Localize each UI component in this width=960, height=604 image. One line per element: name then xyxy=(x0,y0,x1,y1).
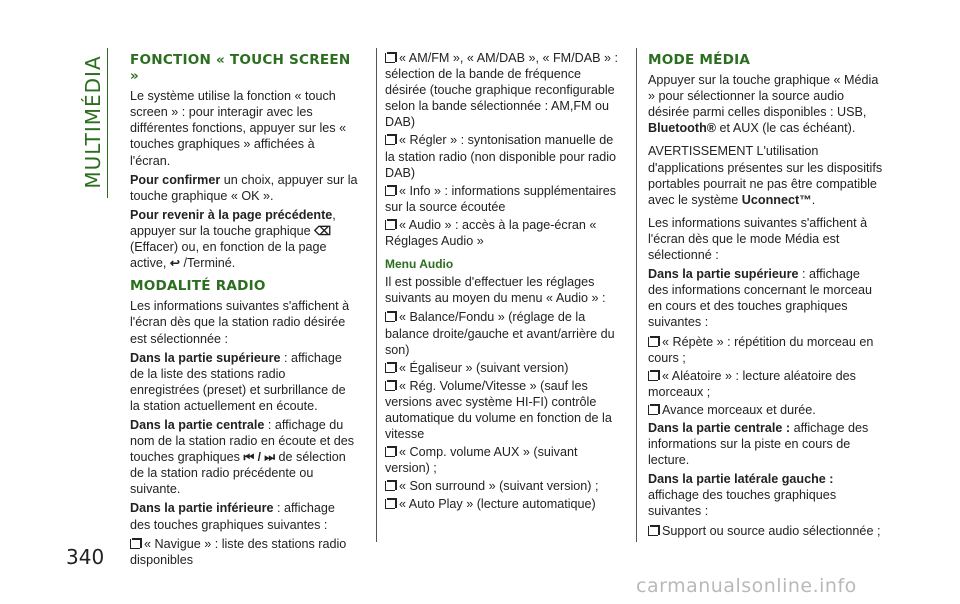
paragraph xyxy=(130,207,358,271)
bullet-icon xyxy=(385,312,395,322)
text: affichage des informations sur la piste en cours de lecture. xyxy=(648,420,869,468)
text: et AUX (le cas échéant). xyxy=(716,121,856,136)
section-side-title: MULTIMÉDIA xyxy=(81,55,105,189)
watermark: carmanualsonline.info xyxy=(636,575,857,597)
bold-term: Pour confirmer xyxy=(130,172,221,187)
bullet-icon xyxy=(385,499,395,509)
list-item-text: « Auto Play » (lecture automatique) xyxy=(399,497,596,512)
bullet-icon xyxy=(385,447,395,457)
paragraph: Le système utilise la fonction « touch screen » : pour interagir avec les différentes fonctions, appuyer sur les « touches graphiques » affichées à l'écran. xyxy=(130,89,347,168)
bullet-icon xyxy=(385,220,395,230)
bullet-icon xyxy=(385,53,395,63)
list-item-text: « Répète » : répétition du morceau en cours ; xyxy=(648,334,874,365)
text: affichage des touches graphiques suivantes : xyxy=(648,488,837,519)
bullet-icon xyxy=(385,481,395,491)
list-item-text: « Égaliseur » (suivant version) xyxy=(399,360,569,375)
column-divider xyxy=(636,48,637,542)
list-item xyxy=(648,334,883,366)
list-item xyxy=(385,309,625,357)
bold-term: Dans la partie supérieure xyxy=(648,267,799,282)
bullet-icon xyxy=(385,186,395,196)
text: Appuyer sur la touche graphique « Média » pour sélectionner la source audio désirée parmi celles disponibles : USB, xyxy=(648,73,879,120)
column-2 xyxy=(385,50,625,515)
bullet-icon xyxy=(648,526,658,536)
list-item-text: « Navigue » : liste des stations radio disponibles xyxy=(130,536,347,567)
paragraph xyxy=(648,471,883,519)
heading-radio: MODALITÉ RADIO xyxy=(130,278,266,295)
list-item xyxy=(385,496,625,512)
paragraph xyxy=(130,417,358,497)
paragraph: Les informations suivantes s'affichent à l'écran dès que le mode Média est sélectionné : xyxy=(648,215,868,263)
list-item-text: « AM/FM », « AM/DAB », « FM/DAB » : sélection de la bande de fréquence désirée (touche graphique reconfigurable selon la bande sélectionnée : AM,FM ou DAB) xyxy=(385,51,619,130)
text: : affichage des touches graphiques suivantes : xyxy=(130,501,335,532)
heading-media: MODE MÉDIA xyxy=(648,52,751,68)
list-item-text: « Audio » : accès à la page-écran « Réglages Audio » xyxy=(385,217,597,249)
paragraph xyxy=(130,350,358,414)
list-item-text: Support ou source audio sélectionnée ; xyxy=(662,523,881,538)
text: : affichage des informations concernant le morceau en cours et des touches graphiques suivantes : xyxy=(648,267,873,330)
list-item xyxy=(385,50,625,130)
text: de sélection de la station radio précédente ou suivante. xyxy=(130,450,346,497)
list-item xyxy=(385,378,625,442)
list-item xyxy=(648,402,883,418)
bullet-icon xyxy=(385,135,395,145)
bullet-icon xyxy=(130,539,140,549)
paragraph xyxy=(648,72,883,136)
subheading-menu-audio: Menu Audio xyxy=(385,257,454,272)
list-item xyxy=(385,360,625,376)
text: /Terminé. xyxy=(179,256,236,271)
list-item xyxy=(130,536,358,568)
prev-next-icon: ⏮ / ⏭ xyxy=(243,450,276,465)
bold-term: Pour revenir à la page précédente xyxy=(130,207,333,222)
bold-term: Bluetooth® xyxy=(648,121,717,136)
list-item xyxy=(385,217,625,249)
page-number: 340 xyxy=(66,545,105,569)
bold-term: Uconnect™ xyxy=(741,192,812,207)
bullet-icon xyxy=(648,337,658,347)
list-item-text: « Régler » : syntonisation manuelle de la station radio (non disponible pour radio DAB) xyxy=(385,133,617,180)
bullet-icon xyxy=(648,405,658,415)
erase-icon: ⌫ xyxy=(314,223,332,238)
list-item xyxy=(385,132,625,180)
bold-term: Dans la partie supérieure xyxy=(130,350,281,365)
paragraph: Les informations suivantes s'affichent à l'écran dès que la station radio désirée est sélectionnée : xyxy=(130,299,350,346)
column-1 xyxy=(130,50,358,570)
paragraph xyxy=(648,143,883,207)
list-item-text: « Rég. Volume/Vitesse » (sauf les versions avec système HI-FI) contrôle automatique du volume en fonction de la vitesse xyxy=(385,378,612,442)
paragraph xyxy=(648,266,883,330)
list-item xyxy=(648,523,883,539)
paragraph xyxy=(130,172,358,204)
text: . xyxy=(811,192,816,207)
text: un choix, appuyer sur la touche graphique « OK ». xyxy=(130,172,358,203)
list-item xyxy=(385,478,625,494)
list-item-text: « Son surround » (suivant version) ; xyxy=(399,479,599,494)
list-item xyxy=(385,444,625,476)
column-3 xyxy=(648,50,883,541)
heading-touch-screen: FONCTION « TOUCH SCREEN » xyxy=(130,52,351,85)
list-item-text: « Balance/Fondu » (réglage de la balance droite/gauche et avant/arrière du son) xyxy=(385,310,615,357)
bullet-icon xyxy=(385,381,395,391)
bullet-icon xyxy=(648,371,658,381)
list-item-text: « Aléatoire » : lecture aléatoire des morceaux ; xyxy=(648,368,856,399)
side-rule xyxy=(107,48,108,198)
list-item xyxy=(385,183,625,215)
text: AVERTISSEMENT L'utilisation d'applications présentes sur les dispositifs portables pourrait ne pas être compatible avec le système xyxy=(648,144,883,207)
bold-term: Dans la partie inférieure xyxy=(130,501,274,516)
list-item-text: Avance morceaux et durée. xyxy=(662,402,816,417)
text: : affichage de la liste des stations radio enregistrées (preset) et surbrillance de la station actuellement en écoute. xyxy=(130,350,346,413)
list-item-text: « Comp. volume AUX » (suivant version) ; xyxy=(385,445,578,476)
paragraph xyxy=(130,500,358,532)
text: : affichage du nom de la station radio en écoute et des touches graphiques xyxy=(130,417,355,465)
paragraph: Il est possible d'effectuer les réglages suivants au moyen du menu « Audio » : xyxy=(385,275,606,306)
column-divider xyxy=(376,48,377,542)
bold-term: Dans la partie centrale xyxy=(130,417,265,432)
paragraph xyxy=(648,420,883,468)
bullet-icon xyxy=(385,363,395,373)
text: (Effacer) ou, en fonction de la page active, xyxy=(130,240,327,271)
list-item-text: « Info » : informations supplémentaires sur la source écoutée xyxy=(385,183,617,214)
back-arrow-icon: ↩ xyxy=(169,256,180,271)
bold-term: Dans la partie centrale : xyxy=(648,420,791,435)
bold-term: Dans la partie latérale gauche : xyxy=(648,472,834,487)
list-item xyxy=(648,368,883,400)
text: , appuyer sur la touche graphique xyxy=(130,207,336,238)
